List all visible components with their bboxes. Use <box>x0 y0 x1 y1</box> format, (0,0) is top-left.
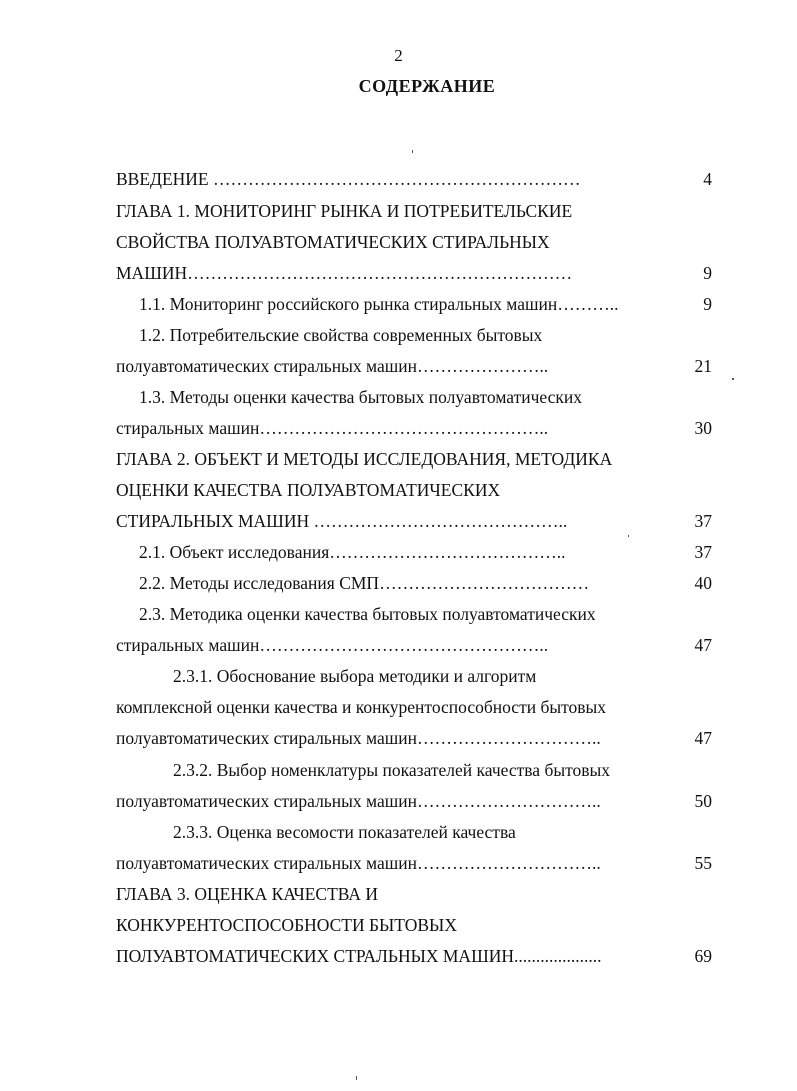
toc-entry-chapter-3-cont <box>0 912 797 938</box>
toc-title: СОДЕРЖАНИЕ <box>358 76 496 96</box>
page-number: 2 <box>394 46 403 65</box>
toc-entry-2-3-1-cont <box>0 694 797 720</box>
toc-entry-2-3-1-end <box>0 725 797 751</box>
toc-entry-1-3[interactable] <box>0 384 797 410</box>
toc-entry-chapter-2-end <box>0 508 797 534</box>
toc-entry-page: 40 <box>694 573 712 593</box>
toc-entry-2-3-cont <box>0 632 797 658</box>
toc-entry-text: ГЛАВА 1. МОНИТОРИНГ РЫНКА И ПОТРЕБИТЕЛЬСКИЕ <box>116 201 573 221</box>
toc-entry-page: 47 <box>694 635 712 655</box>
toc-entry-2-3[interactable] <box>0 601 797 627</box>
toc-entry-chapter-1[interactable] <box>0 198 797 224</box>
toc-entry-page: 21 <box>694 356 712 376</box>
toc-entry-2-3-3[interactable] <box>0 819 797 845</box>
toc-entry-chapter-3[interactable] <box>0 881 797 907</box>
toc-entry-1-2[interactable] <box>0 322 797 348</box>
toc-entry-page: 4 <box>703 169 712 189</box>
scan-speck <box>732 378 734 380</box>
toc-entry-chapter-2[interactable] <box>0 446 797 472</box>
toc-entry-1-3-cont <box>0 415 797 441</box>
toc-entry-page: 55 <box>694 853 712 873</box>
toc-entry-text: 2.1. Объект исследования………………………………….. <box>139 542 566 562</box>
toc-entry-2-2[interactable] <box>0 570 797 596</box>
toc-entry-text: ГЛАВА 2. ОБЪЕКТ И МЕТОДЫ ИССЛЕДОВАНИЯ, МЕТОДИКА <box>116 449 613 469</box>
toc-entry-text: 2.3.1. Обоснование выбора методики и алгоритм <box>173 666 537 686</box>
toc-entry-text: ГЛАВА 3. ОЦЕНКА КАЧЕСТВА И <box>116 884 378 904</box>
scan-speck <box>356 1076 357 1080</box>
toc-entry-text: 1.3. Методы оценки качества бытовых полуавтоматических <box>139 387 583 407</box>
toc-entry-text: стиральных машин………………………………………….. <box>116 418 549 438</box>
toc-entry-text: 2.2. Методы исследования СМП……………………………… <box>139 573 590 593</box>
toc-entry-page: 37 <box>694 511 712 531</box>
toc-entry-1-2-cont <box>0 353 797 379</box>
toc-entry-text: ВВЕДЕНИЕ ……………………………………………………… <box>116 169 581 189</box>
toc-entry-text: 2.3. Методика оценки качества бытовых полуавтоматических <box>139 604 596 624</box>
toc-entry-text: СТИРАЛЬНЫХ МАШИН …………………………………….. <box>116 511 568 531</box>
toc-entry-text: стиральных машин………………………………………….. <box>116 635 549 655</box>
toc-entry-text: полуавтоматических стиральных машин………………………….. <box>116 728 601 748</box>
toc-entry-text: 1.1. Мониторинг российского рынка стиральных машин……….. <box>139 294 619 314</box>
toc-entry-text: МАШИН………………………………………………………… <box>116 263 573 283</box>
toc-entry-introduction[interactable] <box>0 166 797 192</box>
scan-speck <box>628 535 629 537</box>
toc-entry-text: полуавтоматических стиральных машин………………………….. <box>116 853 601 873</box>
toc-entry-2-3-2-cont <box>0 788 797 814</box>
toc-entry-page: 37 <box>694 542 712 562</box>
toc-entry-page: 69 <box>694 946 712 966</box>
toc-entry-text: комплексной оценки качества и конкурентоспособности бытовых <box>116 697 607 717</box>
toc-entry-text: полуавтоматических стиральных машин………………….. <box>116 356 549 376</box>
toc-entry-text: 2.3.2. Выбор номенклатуры показателей качества бытовых <box>173 760 611 780</box>
toc-entry-chapter-3-end <box>0 943 797 969</box>
toc-entry-page: 9 <box>703 294 712 314</box>
toc-entry-chapter-1-cont <box>0 229 797 255</box>
toc-entry-2-1[interactable] <box>0 539 797 565</box>
toc-entry-text: ПОЛУАВТОМАТИЧЕСКИХ СТРАЛЬНЫХ МАШИН.................... <box>116 946 602 966</box>
toc-entry-text: СВОЙСТВА ПОЛУАВТОМАТИЧЕСКИХ СТИРАЛЬНЫХ <box>116 232 550 252</box>
toc-entry-text: КОНКУРЕНТОСПОСОБНОСТИ БЫТОВЫХ <box>116 915 457 935</box>
toc-entry-page: 47 <box>694 728 712 748</box>
toc-entry-chapter-1-end <box>0 260 797 286</box>
toc-entry-1-1[interactable] <box>0 291 797 317</box>
toc-entry-2-3-3-cont <box>0 850 797 876</box>
toc-entry-2-3-2[interactable] <box>0 757 797 783</box>
toc-entry-text: 1.2. Потребительские свойства современных бытовых <box>139 325 543 345</box>
toc-entry-chapter-2-cont <box>0 477 797 503</box>
toc-entry-2-3-1[interactable] <box>0 663 797 689</box>
toc-entry-text: 2.3.3. Оценка весомости показателей качества <box>173 822 516 842</box>
toc-entry-page: 50 <box>694 791 712 811</box>
toc-entry-text: ОЦЕНКИ КАЧЕСТВА ПОЛУАВТОМАТИЧЕСКИХ <box>116 480 501 500</box>
scan-speck <box>412 150 413 153</box>
toc-entry-text: полуавтоматических стиральных машин………………………….. <box>116 791 601 811</box>
toc-entry-page: 9 <box>703 263 712 283</box>
toc-entry-page: 30 <box>694 418 712 438</box>
